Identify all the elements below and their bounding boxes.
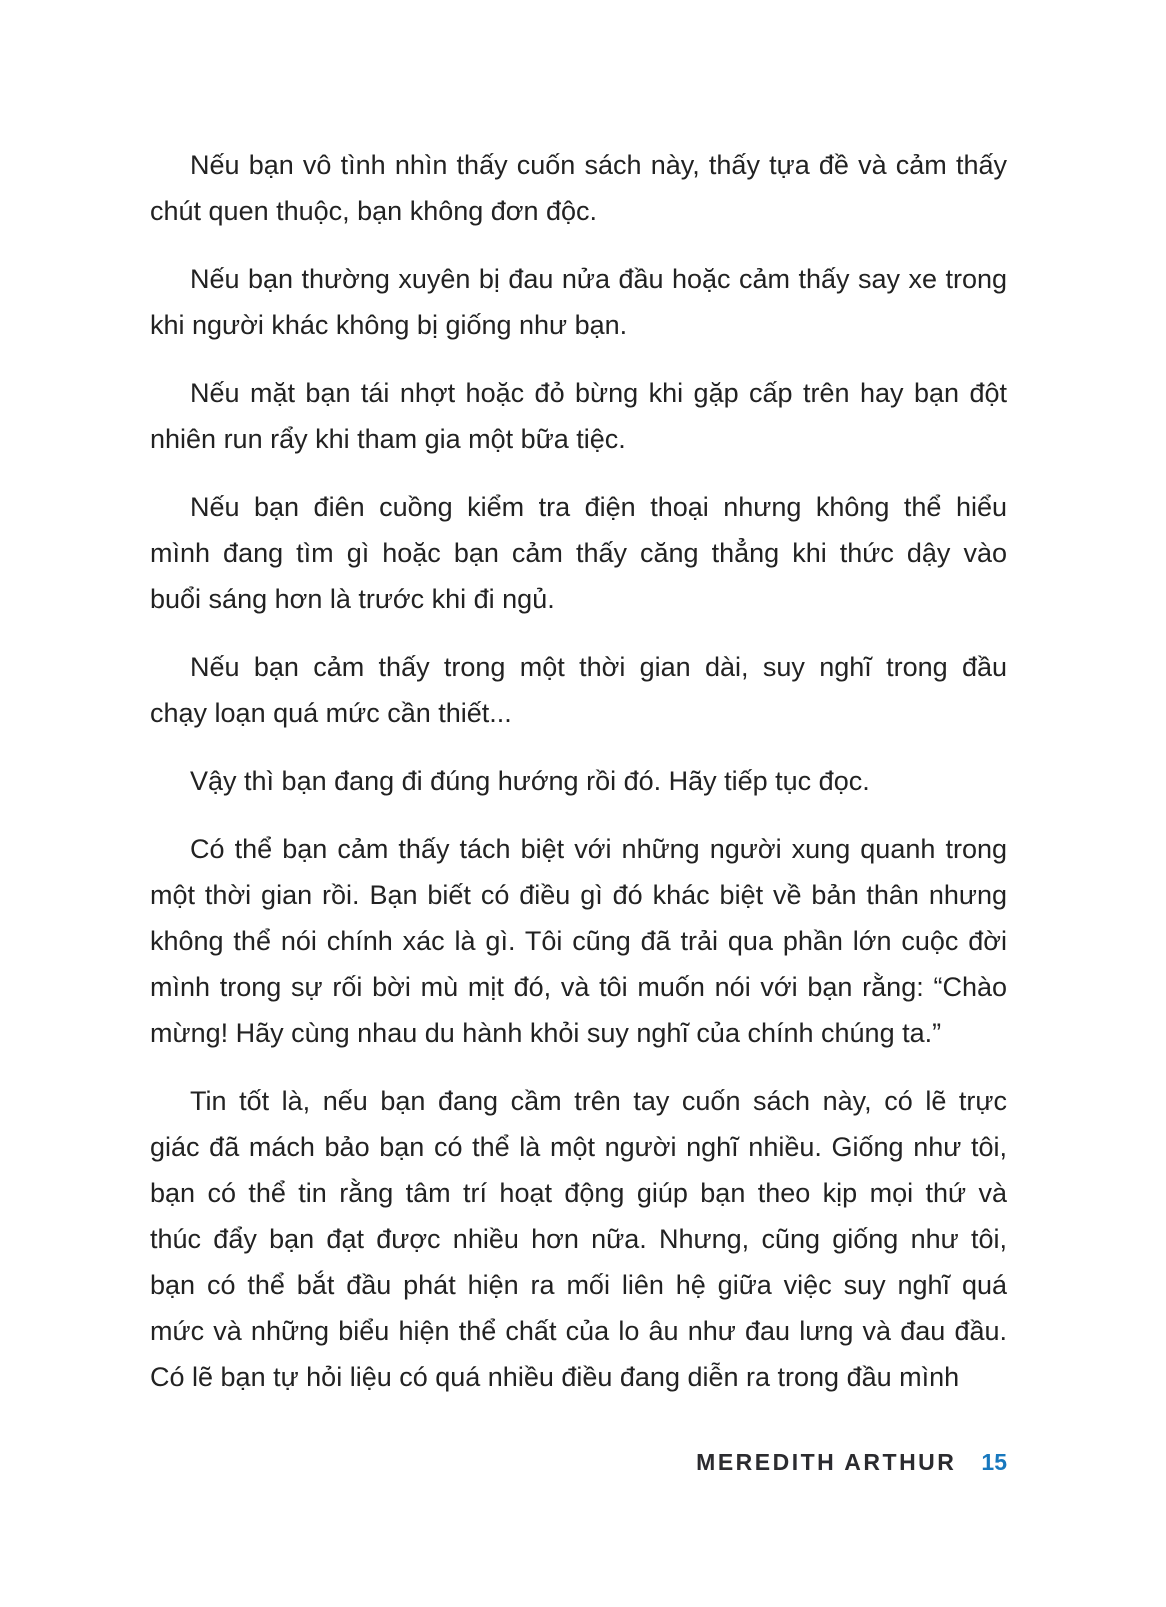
text-line: mừng! Hãy cùng nhau du hành khỏi suy nghĩ của chính chúng ta.” bbox=[150, 1018, 942, 1048]
running-footer-author: MEREDITH ARTHUR bbox=[696, 1449, 957, 1475]
text-line: Nếu bạn điên cuồng kiểm tra điện thoại nhưng không thể hiểu bbox=[190, 492, 1007, 522]
text-line: Nếu bạn vô tình nhìn thấy cuốn sách này, thấy tựa đề và cảm thấy bbox=[190, 150, 1007, 180]
paragraph bbox=[150, 484, 1007, 622]
text-line: chút quen thuộc, bạn không đơn độc. bbox=[150, 196, 598, 226]
paragraph bbox=[150, 1078, 1007, 1400]
paragraph bbox=[150, 758, 1007, 804]
text-line: không thể nói chính xác là gì. Tôi cũng đã trải qua phần lớn cuộc đời bbox=[150, 926, 1007, 956]
paragraph bbox=[150, 644, 1007, 736]
text-line: bạn có thể tin rằng tâm trí hoạt động giúp bạn theo kịp mọi thứ và bbox=[150, 1178, 1007, 1208]
text-line: giác đã mách bảo bạn có thể là một người nghĩ nhiều. Giống như tôi, bbox=[150, 1132, 1007, 1162]
text-line: Nếu mặt bạn tái nhợt hoặc đỏ bừng khi gặp cấp trên hay bạn đột bbox=[190, 378, 1007, 408]
page-footer bbox=[696, 1449, 1007, 1476]
text-line: Nếu bạn cảm thấy trong một thời gian dài, suy nghĩ trong đầu bbox=[190, 652, 1007, 682]
text-line: chạy loạn quá mức cần thiết... bbox=[150, 698, 512, 728]
text-line: thúc đẩy bạn đạt được nhiều hơn nữa. Nhưng, cũng giống như tôi, bbox=[150, 1224, 1007, 1254]
paragraph bbox=[150, 142, 1007, 234]
text-line: một thời gian rồi. Bạn biết có điều gì đó khác biệt về bản thân nhưng bbox=[150, 880, 1007, 910]
paragraph bbox=[150, 370, 1007, 462]
text-line: nhiên run rẩy khi tham gia một bữa tiệc. bbox=[150, 424, 626, 454]
page-body bbox=[150, 142, 1007, 1422]
text-line: Vậy thì bạn đang đi đúng hướng rồi đó. Hãy tiếp tục đọc. bbox=[190, 766, 870, 796]
page-number: 15 bbox=[981, 1449, 1007, 1475]
text-line: Tin tốt là, nếu bạn đang cầm trên tay cuốn sách này, có lẽ trực bbox=[190, 1086, 1007, 1116]
text-line: Có thể bạn cảm thấy tách biệt với những người xung quanh trong bbox=[190, 834, 1007, 864]
text-line: mức và những biểu hiện thể chất của lo âu như đau lưng và đau đầu. bbox=[150, 1316, 1007, 1346]
text-line: mình đang tìm gì hoặc bạn cảm thấy căng thẳng khi thức dậy vào bbox=[150, 538, 1007, 568]
text-line: bạn có thể bắt đầu phát hiện ra mối liên hệ giữa việc suy nghĩ quá bbox=[150, 1270, 1007, 1300]
text-line: khi người khác không bị giống như bạn. bbox=[150, 310, 628, 340]
text-line: buổi sáng hơn là trước khi đi ngủ. bbox=[150, 584, 555, 614]
text-line: mình trong sự rối bời mù mịt đó, và tôi muốn nói với bạn rằng: “Chào bbox=[150, 972, 1007, 1002]
paragraph bbox=[150, 826, 1007, 1056]
text-line: Có lẽ bạn tự hỏi liệu có quá nhiều điều đang diễn ra trong đầu mình bbox=[150, 1362, 960, 1392]
paragraph bbox=[150, 256, 1007, 348]
text-line: Nếu bạn thường xuyên bị đau nửa đầu hoặc cảm thấy say xe trong bbox=[190, 264, 1007, 294]
